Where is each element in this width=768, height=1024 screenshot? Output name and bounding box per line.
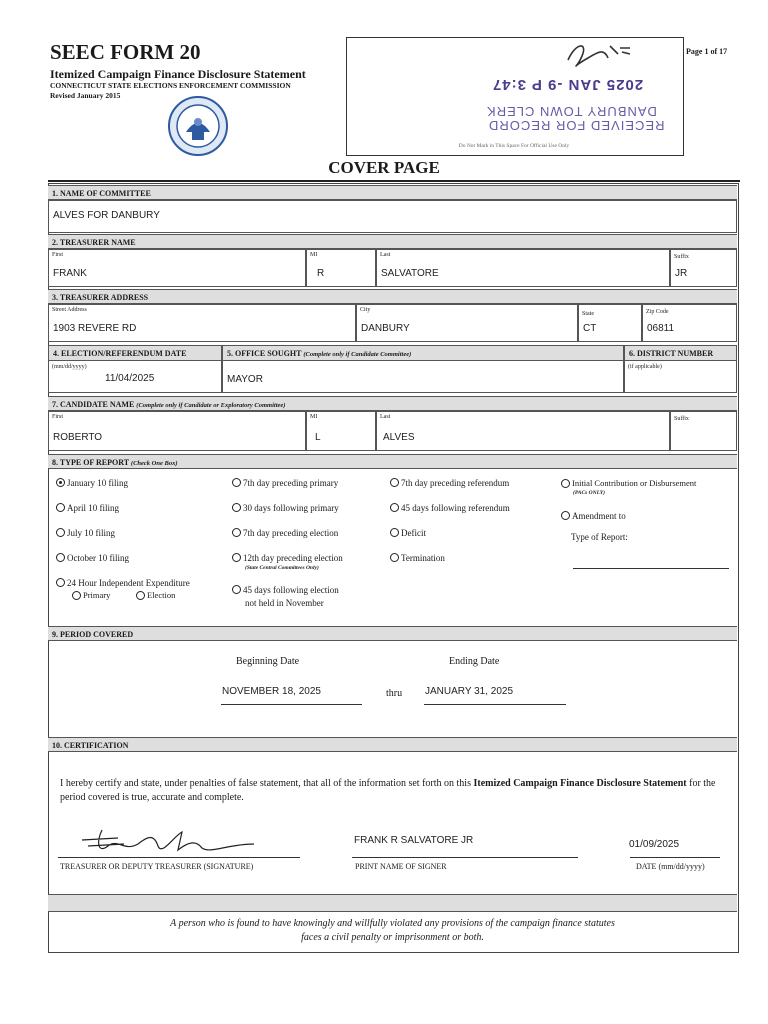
- report-option-24hr-election[interactable]: [136, 590, 175, 601]
- treasurer-first-value: FRANK: [53, 268, 87, 279]
- report-option-jan10[interactable]: [56, 478, 128, 488]
- treasurer-signature: [78, 826, 258, 860]
- treasurer-mi-label: MI: [310, 252, 318, 258]
- footer-band: [48, 894, 737, 912]
- candidate-last-field[interactable]: [376, 411, 670, 451]
- treasurer-suffix-value: JR: [675, 268, 688, 279]
- section-treasurer-name: 2. TREASURER NAME: [48, 234, 737, 249]
- report-option-label: Primary: [83, 590, 111, 600]
- radio-icon: [56, 553, 65, 562]
- candidate-first-value: ROBERTO: [53, 432, 103, 443]
- received-stamp-date: 2025 JAN -9 P 3:47: [492, 76, 644, 93]
- signer-name-line: [352, 857, 578, 858]
- office-value: MAYOR: [227, 374, 263, 385]
- state-value: CT: [583, 323, 597, 334]
- section-type-note: (Check One Box): [130, 460, 178, 467]
- report-option-label: 7th day preceding primary: [243, 478, 339, 488]
- page-indicator: Page 1 of 17: [686, 47, 728, 56]
- section-district-number: 6. DISTRICT NUMBER: [625, 346, 736, 361]
- section-office-sought-title: 5. OFFICE SOUGHT: [227, 349, 302, 358]
- form-subtitle: Itemized Campaign Finance Disclosure Statement: [50, 67, 306, 81]
- report-option-apr10[interactable]: [56, 503, 119, 513]
- radio-icon: [232, 585, 241, 594]
- received-stamp-line2: RECEIVED FOR RECORD: [488, 118, 665, 133]
- candidate-suffix-field[interactable]: [670, 411, 737, 451]
- section-candidate-title: 7. CANDIDATE NAME: [52, 400, 135, 409]
- report-option-24hr[interactable]: [56, 578, 190, 588]
- form-title: SEEC FORM 20: [50, 40, 201, 64]
- treasurer-last-field[interactable]: [376, 249, 670, 287]
- report-option-oct10[interactable]: [56, 553, 129, 563]
- section-election-date: 4. ELECTION/REFERENDUM DATE: [49, 346, 221, 361]
- radio-icon: [390, 553, 399, 562]
- street-label: Street Address: [52, 307, 87, 313]
- election-date-field[interactable]: [48, 345, 222, 393]
- report-option-initial-note: (PACs ONLY): [573, 490, 605, 496]
- report-option-45-election-line2: not held in November: [245, 598, 324, 608]
- thru-label: thru: [386, 688, 403, 699]
- treasurer-mi-field[interactable]: [306, 249, 376, 287]
- section-type-title: 8. TYPE OF REPORT: [52, 458, 129, 467]
- report-option-45-referendum[interactable]: [390, 503, 510, 513]
- radio-icon: [56, 578, 65, 587]
- city-label: City: [360, 307, 371, 313]
- signature-line: [58, 857, 300, 858]
- radio-icon: [232, 478, 241, 487]
- candidate-first-field[interactable]: [48, 411, 306, 451]
- radio-icon: [72, 591, 81, 600]
- radio-icon: [390, 478, 399, 487]
- report-option-label: Deficit: [401, 528, 426, 538]
- report-option-label: Initial Contribution or Disbursement: [572, 478, 697, 488]
- official-use-note: Do Not Mark in This Space For Official Use Only: [458, 143, 570, 149]
- treasurer-last-value: SALVATORE: [381, 268, 439, 279]
- certification-text-c: for the period covered is true, accurate and complete.: [60, 778, 716, 803]
- candidate-mi-label: MI: [310, 414, 318, 420]
- report-option-7th-election[interactable]: [232, 528, 338, 538]
- revision-date: Revised January 2015: [50, 91, 121, 100]
- zip-value: 06811: [647, 323, 675, 334]
- report-option-label: Termination: [401, 553, 445, 563]
- beginning-date-value[interactable]: NOVEMBER 18, 2025: [222, 686, 321, 697]
- treasurer-suffix-field[interactable]: [670, 249, 737, 287]
- report-option-label: 24 Hour Independent Expenditure: [67, 578, 190, 588]
- report-option-label: July 10 filing: [67, 528, 116, 538]
- candidate-last-value: ALVES: [383, 432, 415, 443]
- city-field[interactable]: [356, 304, 578, 342]
- report-option-label: April 10 filing: [67, 503, 119, 513]
- report-option-jul10[interactable]: [56, 528, 115, 538]
- radio-icon: [56, 503, 65, 512]
- election-date-format: (mm/dd/yyyy): [52, 364, 87, 370]
- section-period-covered: 9. PERIOD COVERED: [48, 626, 737, 641]
- report-option-12th-note: (State Central Committees Only): [245, 565, 319, 571]
- report-option-label: Amendment to: [572, 511, 626, 521]
- report-option-initial[interactable]: [561, 478, 733, 489]
- signer-name-value[interactable]: FRANK R SALVATORE JR: [354, 835, 474, 846]
- candidate-last-label: Last: [380, 414, 391, 420]
- footer-notice: [48, 917, 737, 945]
- beginning-date-underline: [221, 704, 362, 705]
- section-certification: 10. CERTIFICATION: [48, 737, 737, 752]
- radio-icon: [232, 553, 241, 562]
- footer-notice-line2: faces a civil penalty or imprisonment or both.: [301, 932, 484, 943]
- candidate-suffix-label: Suffix: [674, 416, 689, 422]
- report-option-label: Election: [147, 590, 176, 600]
- zip-label: Zip Code: [646, 309, 669, 315]
- committee-name-field[interactable]: [48, 200, 737, 233]
- report-option-label: 45 days following election: [243, 585, 339, 595]
- street-field[interactable]: [48, 304, 356, 342]
- candidate-mi-field[interactable]: [306, 411, 376, 451]
- report-option-label: 12th day preceding election: [243, 553, 343, 563]
- report-option-label: 45 days following referendum: [401, 503, 510, 513]
- radio-checked-icon: [56, 478, 65, 487]
- print-name-label: PRINT NAME OF SIGNER: [355, 862, 447, 871]
- report-option-label: 7th day preceding election: [243, 528, 339, 538]
- section-type-of-report: [48, 454, 737, 469]
- radio-icon: [232, 503, 241, 512]
- treasurer-first-field[interactable]: [48, 249, 306, 287]
- report-option-label: 30 days following primary: [243, 503, 339, 513]
- committee-name-value: ALVES FOR DANBURY: [53, 210, 160, 221]
- radio-icon: [56, 528, 65, 537]
- footer-notice-line1: A person who is found to have knowingly and willfully violated any provisions of the campaign finance statutes: [170, 918, 615, 929]
- treasurer-last-label: Last: [380, 252, 391, 258]
- section-candidate-name: [48, 396, 737, 411]
- ending-date-label: Ending Date: [449, 656, 500, 667]
- radio-icon: [232, 528, 241, 537]
- report-option-7th-referendum[interactable]: [390, 478, 509, 488]
- candidate-first-label: First: [52, 414, 64, 420]
- report-option-amendment[interactable]: [561, 511, 626, 521]
- zip-field[interactable]: [642, 304, 737, 342]
- radio-icon: [390, 528, 399, 537]
- agency-name: CONNECTICUT STATE ELECTIONS ENFORCEMENT COMMISSION: [50, 81, 291, 90]
- section-office-sought-note: (Complete only if Candidate Committee): [303, 351, 412, 358]
- state-seal-logo: [168, 96, 228, 156]
- report-option-termination[interactable]: [390, 553, 445, 563]
- certification-text-a: I hereby certify and state, under penalties of false statement, that all of the information set forth on this: [60, 778, 474, 789]
- treasurer-suffix-label: Suffix: [674, 254, 689, 260]
- report-option-deficit[interactable]: [390, 528, 426, 538]
- ending-date-value[interactable]: JANUARY 31, 2025: [425, 686, 514, 697]
- section-treasurer-address: 3. TREASURER ADDRESS: [48, 289, 737, 304]
- beginning-date-label: Beginning Date: [236, 656, 300, 667]
- district-if-applicable: (if applicable): [628, 364, 662, 370]
- certification-text-bold: Itemized Campaign Finance Disclosure Statement: [473, 778, 687, 789]
- ending-date-underline: [424, 704, 566, 705]
- street-value: 1903 REVERE RD: [53, 323, 137, 334]
- signature-label: TREASURER OR DEPUTY TREASURER (SIGNATURE): [60, 862, 254, 871]
- radio-icon: [390, 503, 399, 512]
- report-option-7th-primary[interactable]: [232, 478, 338, 488]
- state-field[interactable]: [578, 304, 642, 342]
- report-option-12th-election[interactable]: [232, 553, 343, 563]
- report-option-45-election[interactable]: [232, 585, 339, 595]
- section-candidate-note: (Complete only if Candidate or Exploratory Committee): [136, 402, 286, 409]
- city-value: DANBURY: [361, 323, 410, 334]
- page-heading: COVER PAGE: [328, 158, 440, 177]
- received-stamp-line1: DANBURY TOWN CLERK: [486, 104, 657, 119]
- election-date-value: 11/04/2025: [105, 373, 155, 384]
- office-sought-field[interactable]: [222, 345, 624, 393]
- treasurer-first-label: First: [52, 252, 64, 258]
- section-office-sought: [223, 346, 623, 361]
- state-label: State: [582, 311, 594, 317]
- radio-icon: [136, 591, 145, 600]
- report-option-label: January 10 filing: [67, 478, 128, 488]
- sign-date-line: [630, 857, 720, 858]
- treasurer-mi-value: R: [317, 268, 325, 279]
- district-number-field[interactable]: [624, 345, 737, 393]
- report-option-30-primary[interactable]: [232, 503, 339, 513]
- report-option-label: October 10 filing: [67, 553, 129, 563]
- report-option-label: 7th day preceding referendum: [401, 478, 510, 488]
- heading-rule: [48, 180, 740, 182]
- radio-icon: [561, 479, 570, 488]
- report-option-24hr-primary[interactable]: [72, 590, 110, 601]
- candidate-mi-value: L: [315, 432, 321, 443]
- section-committee-name: 1. NAME OF COMMITTEE: [48, 185, 737, 200]
- initials-mark: [558, 38, 638, 72]
- sign-date-label: DATE (mm/dd/yyyy): [636, 862, 705, 871]
- certification-statement: [60, 777, 720, 805]
- radio-icon: [561, 511, 570, 520]
- sign-date-value[interactable]: 01/09/2025: [629, 839, 680, 850]
- amendment-type-field[interactable]: [573, 568, 729, 569]
- amendment-type-label: Type of Report:: [571, 532, 628, 542]
